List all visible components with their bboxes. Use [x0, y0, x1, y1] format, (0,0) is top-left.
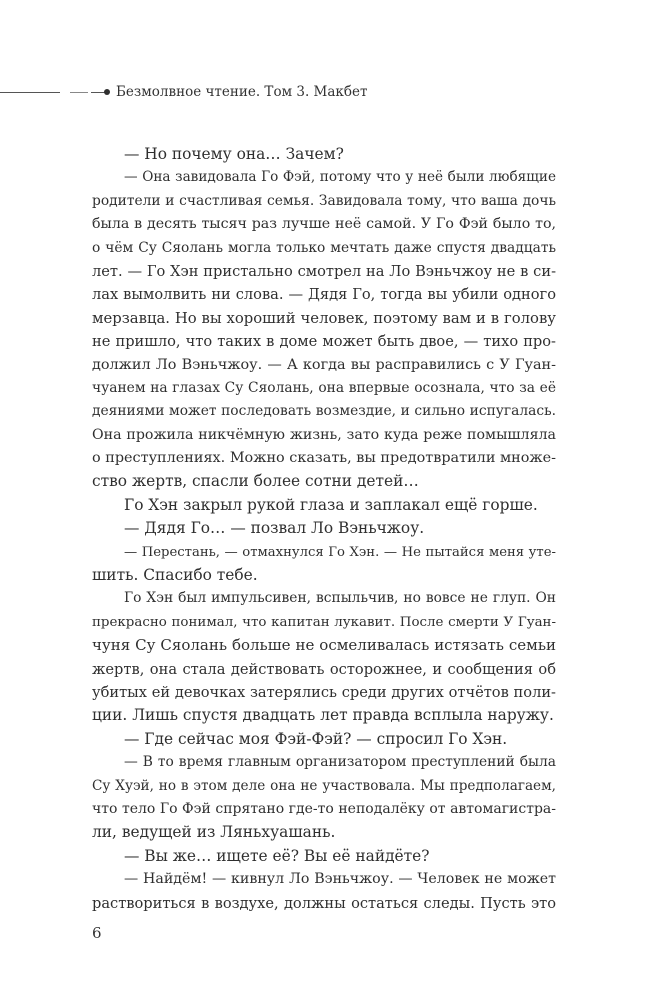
- text-line: прекрасно понимал, что капитан лукавит. После смерти У Гуан-: [92, 614, 556, 630]
- text-line: — Но почему она… Зачем?: [124, 145, 344, 163]
- text-line: ство жертв, спасли более сотни детей…: [92, 472, 419, 491]
- text-line: Го Хэн закрыл рукой глаза и заплакал ещё горше.: [124, 495, 538, 514]
- header-rule-line: [0, 92, 60, 93]
- text-line: — Найдём! — кивнул Ло Вэньчжоу. — Человек не может: [124, 871, 556, 888]
- text-line: что тело Го Фэй спрятано где-то неподалёку от автомагистра-: [92, 800, 556, 817]
- text-line: раствориться в воздухе, должны остаться следы. Пусть это: [92, 894, 556, 912]
- text-line: была в десять тысяч раз лучше неё самой. У Го Фэй было то,: [92, 216, 556, 233]
- text-line: не пришло, что таких в доме может быть двое, — тихо про-: [92, 333, 556, 351]
- text-line: жертв, она стала действовать осторожнее, и сообщения об: [92, 660, 556, 678]
- text-line: деяниями может последовать возмездие, и сильно испугалась.: [92, 403, 556, 420]
- text-line: — Вы же… ищете её? Вы её найдёте?: [124, 846, 430, 865]
- header-rule-dash: [70, 92, 88, 93]
- page-number: 6: [92, 924, 102, 942]
- text-line: Су Хуэй, но в этом деле она не участвовала. Мы предполагаем,: [92, 777, 556, 794]
- text-line: родители и счастливая семья. Завидовала тому, что ваша дочь: [92, 192, 556, 209]
- page-body-text: [92, 143, 556, 915]
- text-line: — Дядя Го… — позвал Ло Вэньчжоу.: [124, 519, 425, 538]
- text-line: — В то время главным организатором преступлений была: [124, 754, 556, 771]
- running-title: Безмолвное чтение. Том 3. Макбет: [116, 84, 368, 100]
- text-line: лах вымолвить ни слова. — Дядя Го, тогда вы убили одного: [92, 286, 556, 304]
- header-bullet-icon: [104, 89, 110, 95]
- text-line: должил Ло Вэньчжоу. — А когда вы расправились с У Гуан-: [92, 356, 556, 373]
- text-line: о преступлениях. Можно сказать, вы предотвратили множе-: [92, 450, 557, 467]
- text-line: о чём Су Сяолань могла только мечтать даже спустя двадцать: [92, 239, 556, 256]
- text-line: — Где сейчас моя Фэй-Фэй? — спросил Го Хэн.: [124, 729, 508, 748]
- text-line: убитых ей девочках затерялись среди других отчётов поли-: [92, 683, 556, 701]
- text-line: ли, ведущей из Ляньхуашань.: [92, 823, 336, 842]
- text-line: Го Хэн был импульсивен, вспыльчив, но вовсе не глуп. Он: [124, 590, 556, 607]
- text-line: шить. Спасибо тебе.: [92, 566, 258, 585]
- text-line: Она прожила никчёмную жизнь, зато куда реже помышляла: [92, 426, 556, 443]
- text-line: чуанем на глазах Су Сяолань, она впервые осознала, что за её: [92, 379, 556, 396]
- text-line: чуня Су Сяолань больше не осмеливалась истязать семьи: [92, 636, 556, 655]
- text-line: лет. — Го Хэн пристально смотрел на Ло Вэньчжоу не в си-: [92, 262, 556, 280]
- text-line: ции. Лишь спустя двадцать лет правда всплыла наружу.: [92, 706, 554, 725]
- running-header: [0, 82, 645, 102]
- header-rule-dash: [91, 92, 105, 93]
- text-line: — Она завидовала Го Фэй, потому что у неё были любящие: [124, 169, 556, 186]
- text-line: — Перестань, — отмахнулся Го Хэн. — Не пытайся меня уте-: [124, 544, 556, 560]
- text-line: мерзавца. Но вы хороший человек, поэтому вам и в голову: [92, 309, 556, 327]
